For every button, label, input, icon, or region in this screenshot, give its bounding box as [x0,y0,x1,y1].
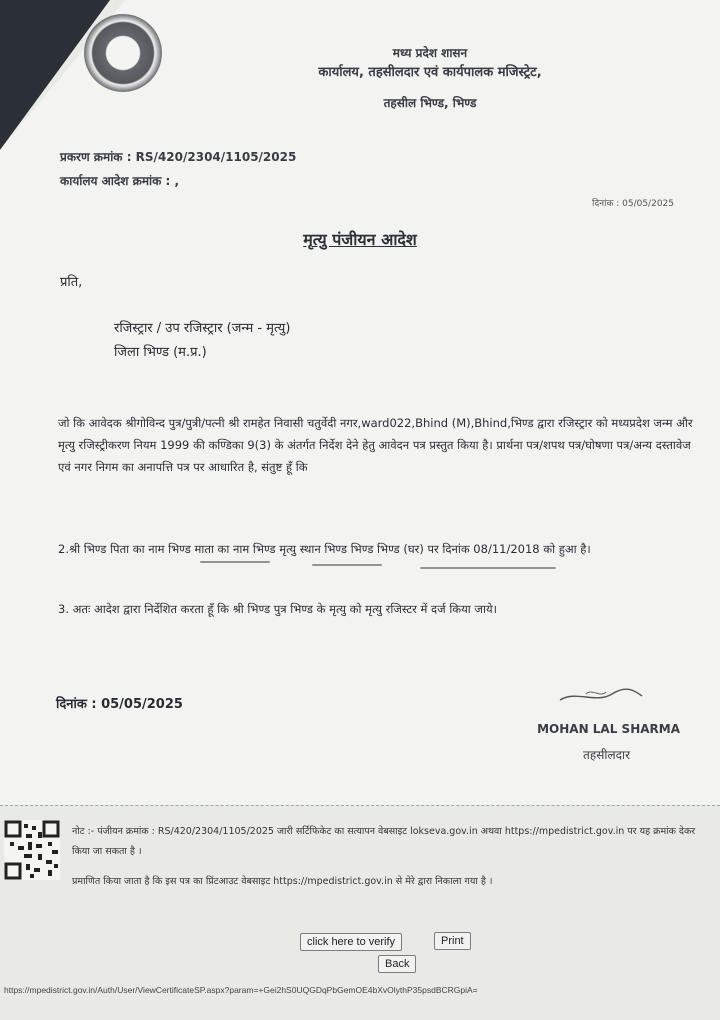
header-tehsil: तहसील भिण्ड, भिण्ड [383,96,477,110]
officer-name: MOHAN LAL SHARMA [537,722,680,736]
header-government: मध्य प्रदेश शासन [392,46,468,60]
handwritten-underline [420,567,556,569]
body-paragraph-2: 2.श्री भिण्ड पिता का नाम भिण्ड माता का नाम भिण्ड मृत्यु स्थान भिण्ड भिण्ड भिण्ड (घर) पर दिनांक 08/11/2018 को हुआ है। [58,542,591,556]
verify-button[interactable]: click here to verify [300,933,402,951]
to-label: प्रति, [60,275,83,290]
addressee-line-1: रजिस्ट्रार / उप रजिस्ट्रार (जन्म - मृत्यु) [114,321,291,336]
addressee-line-2: जिला भिण्ड (म.प्र.) [114,345,207,360]
sign-date: दिनांक : 05/05/2025 [56,697,183,712]
header-office: कार्यालय, तहसीलदार एवं कार्यपालक मजिस्ट्रेट, [318,65,542,80]
document-title: मृत्यु पंजीयन आदेश [303,230,417,249]
back-button[interactable]: Back [378,955,416,973]
handwritten-underline [312,564,382,566]
divider [0,805,720,806]
body-paragraph-3: 3. अतः आदेश द्वारा निर्देशित करता हूँ कि श्री भिण्ड पुत्र भिण्ड के मृत्यु को मृत्यु रजिस्टर में दर्ज किया जाये। [58,602,497,616]
print-button[interactable]: Print [434,932,471,950]
page-url: https://mpedistrict.gov.in/Auth/User/ViewCertificateSP.aspx?param=+Gei2hS0UQGDqPbGemOE4bXvOlythP35psdBCRGpiA= [4,985,478,995]
government-emblem-icon [84,14,162,92]
officer-title: तहसीलदार [583,748,630,762]
body-paragraph-1: जो कि आवेदक श्रीगोविन्द पुत्र/पुत्री/पत्नी श्री रामहेत निवासी चतुर्वेदी नगर,ward022,Bhind (M),Bhind,भिण्ड द्वारा रजिस्ट्रार को मध्यप्रदेश जन्म और मृत्यु रजिस्ट्रीकरण नियम 1999 की कण्डिका 9(3) के अंतर्गत निर्देश देने हेतु आवेदन पत्र प्रस्तुत किया है। प्रार्थना पत्र/शपथ पत्र/घोषणा पत्र/अन्य दस्तावेज एवं नगर निगम का अनापत्ति पत्र पर आधारित है, संतुष्ट हूँ कि [58,416,693,474]
signature-scribble [556,686,646,706]
footer-note-verification: नोट :- पंजीयन क्रमांक : RS/420/2304/1105/2025 जारी सर्टिफिकेट का सत्यापन वेबसाइट lokseva.gov.in अथवा https://mpedistrict.gov.in पर यह क्रमांक देकर किया जा सकता है । [72,826,696,857]
order-number: कार्यालय आदेश क्रमांक : , [60,174,180,188]
footer-note-printout: प्रमाणित किया जाता है कि इस पत्र का प्रिंटआउट वेबसाइट https://mpedistrict.gov.in से मेरे द्वारा निकाला गया है । [72,876,493,887]
handwritten-underline [200,561,270,563]
order-date: दिनांक : 05/05/2025 [592,199,674,209]
qr-code-icon [4,820,60,880]
case-number: प्रकरण क्रमांक : RS/420/2304/1105/2025 [60,150,297,164]
